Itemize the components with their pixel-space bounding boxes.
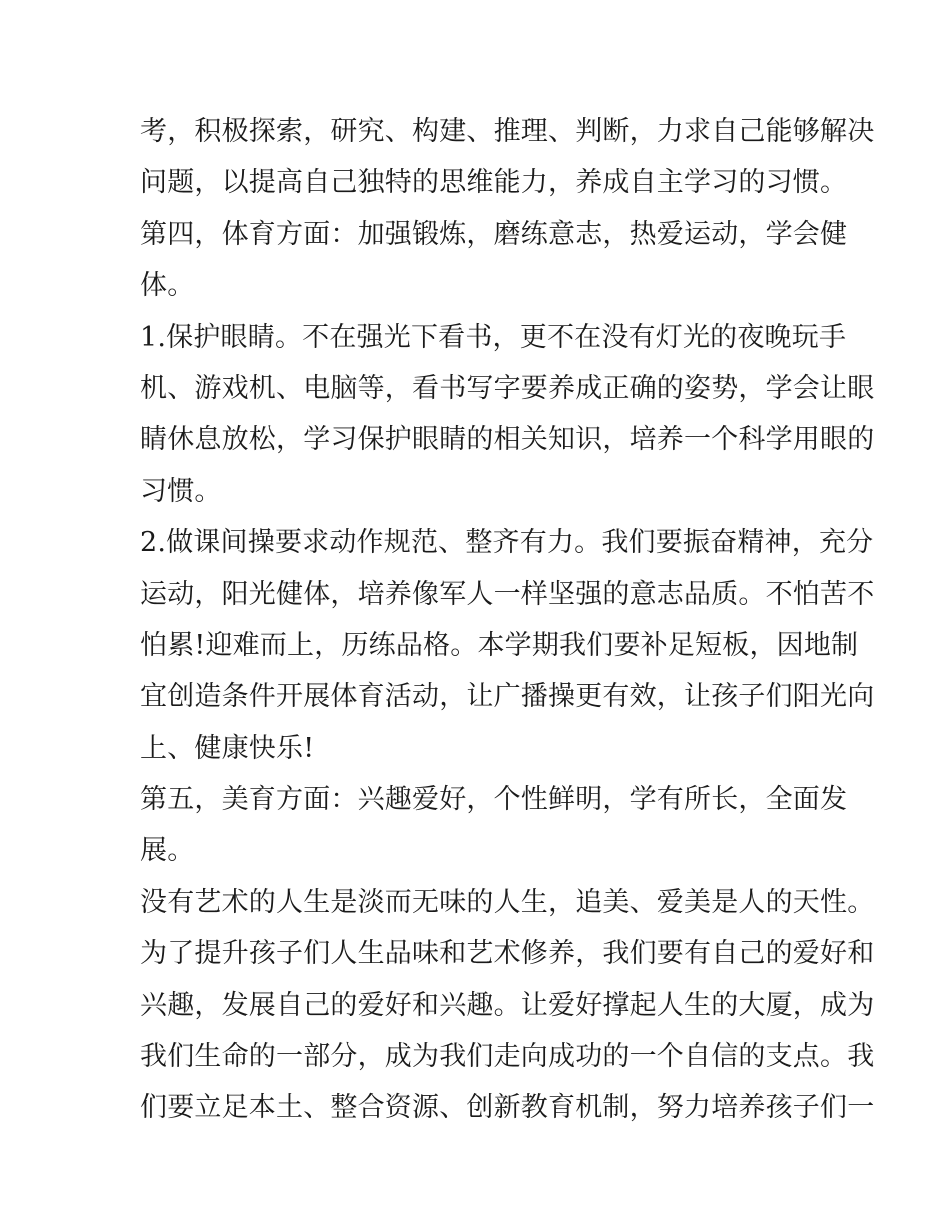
text-line: 宜创造条件开展体育活动，让广播操更有效，让孩子们阳光向 <box>140 681 875 713</box>
text-line: 睛休息放松，学习保护眼睛的相关知识，培养一个科学用眼的 <box>140 424 875 456</box>
section-heading-line: 第四，体育方面：加强锻炼，磨练意志，热爱运动，学会健 <box>140 218 848 250</box>
text-line: 怕累!迎难而上，历练品格。本学期我们要补足短板，因地制 <box>140 629 859 661</box>
list-item-line: 2.做课间操要求动作规范、整齐有力。我们要振奋精神，充分 <box>140 527 874 559</box>
document-body <box>140 106 875 1134</box>
text-line: 我们生命的一部分，成为我们走向成功的一个自信的支点。我 <box>140 1041 875 1073</box>
section-heading-line: 体。 <box>140 270 195 302</box>
text-line: 兴趣，发展自己的爱好和兴趣。让爱好撑起人生的大厦，成为 <box>140 989 875 1021</box>
section-heading-line: 展。 <box>140 835 195 867</box>
list-item-line: 1.保护眼睛。不在强光下看书，更不在没有灯光的夜晚玩手 <box>140 321 847 353</box>
text-line: 习惯。 <box>140 475 222 507</box>
text-line: 们要立足本土、整合资源、创新教育机制，努力培养孩子们一 <box>140 1092 875 1124</box>
text-line: 运动，阳光健体，培养像军人一样坚强的意志品质。不怕苦不 <box>140 578 875 610</box>
text-line: 机、游戏机、电脑等，看书写字要养成正确的姿势，学会让眼 <box>140 372 875 404</box>
section-heading-line: 第五，美育方面：兴趣爱好，个性鲜明，学有所长，全面发 <box>140 784 848 816</box>
text-line: 考，积极探索，研究、构建、推理、判断，力求自己能够解决 <box>140 116 875 147</box>
text-line: 问题，以提高自己独特的思维能力，养成自主学习的习惯。 <box>140 167 848 199</box>
text-line: 上、健康快乐! <box>140 732 315 764</box>
text-line: 为了提升孩子们人生品味和艺术修养，我们要有自己的爱好和 <box>140 938 875 970</box>
text-line: 没有艺术的人生是淡而无味的人生，追美、爱美是人的天性。 <box>140 886 875 918</box>
